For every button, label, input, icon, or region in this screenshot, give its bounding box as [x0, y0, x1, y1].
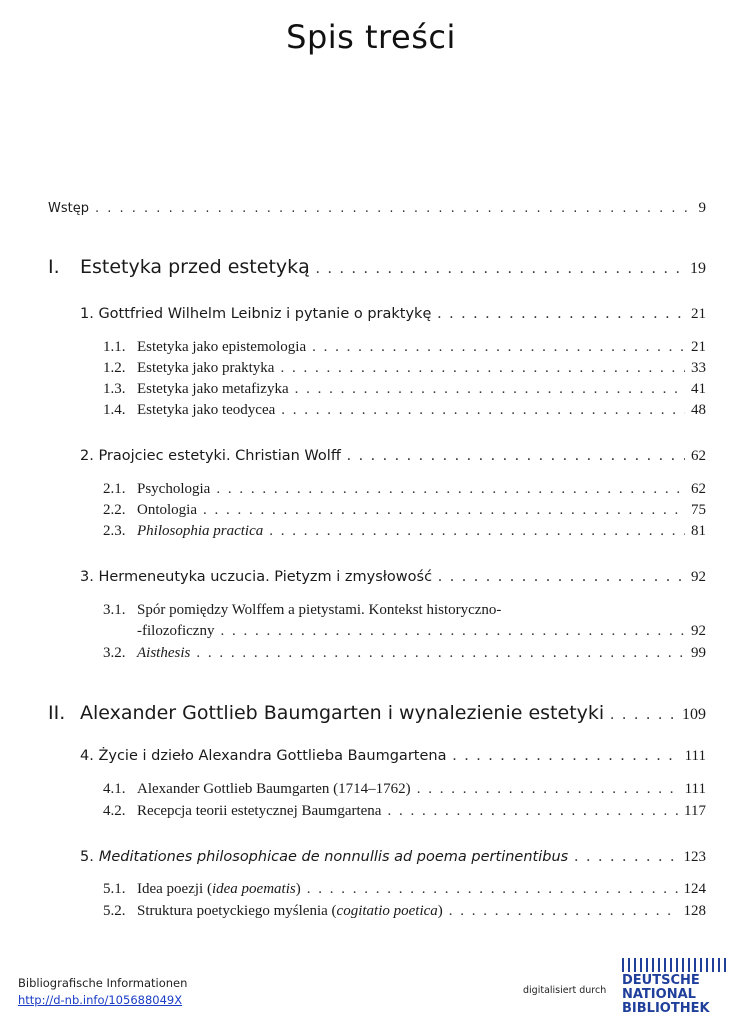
- toc-part-label: Alexander Gottlieb Baumgarten i wynalezienie estetyki: [80, 702, 605, 724]
- leader-dots: [610, 706, 676, 724]
- toc-chapter-label: Meditationes philosophicae de nonnullis ad poema pertinentibus: [98, 849, 569, 865]
- toc-section-3-1-line1: [103, 602, 501, 619]
- toc-section-label: Spór pomiędzy Wolffem a pietystami. Kontekst historyczno-: [137, 602, 502, 618]
- toc-page-number: 111: [684, 748, 706, 764]
- logo-line-3: BIBLIOTHEK: [622, 1001, 710, 1016]
- leader-dots: [387, 803, 678, 820]
- toc-section-3-1-line2: [137, 623, 706, 640]
- toc-page-number: 99: [691, 645, 706, 661]
- toc-chapter-3: [80, 568, 706, 586]
- leader-dots: [281, 402, 685, 419]
- toc-chapter-label: 3. Hermeneutyka uczucia. Pietyzm i zmysłowość: [80, 569, 433, 585]
- leader-dots: [307, 881, 678, 898]
- logo-bars: [622, 958, 726, 972]
- leader-dots: [452, 747, 678, 765]
- toc-section-label: Ontologia: [137, 502, 197, 518]
- toc-chapter-label: 2. Praojciec estetyki. Christian Wolff: [80, 448, 341, 464]
- toc-section-number: 2.3.: [103, 523, 126, 539]
- toc-section-label: Estetyka jako teodycea: [137, 402, 276, 418]
- toc-page-number: 117: [684, 803, 706, 819]
- toc-part-label: Estetyka przed estetyką: [80, 256, 310, 278]
- leader-dots: [203, 502, 685, 519]
- dnb-logo: [620, 958, 732, 1018]
- toc-section-4-1: [103, 781, 706, 798]
- toc-page-number: 21: [691, 339, 706, 355]
- leader-dots: [280, 360, 685, 377]
- toc-section-2-1: [103, 481, 706, 498]
- toc-page-number: 48: [691, 402, 706, 418]
- leader-dots: [574, 848, 677, 866]
- bibliographic-info: [18, 975, 187, 1009]
- toc-page-number: 128: [683, 903, 706, 919]
- leader-dots: [95, 201, 693, 216]
- toc-entry-intro: [48, 200, 706, 217]
- toc-page-number: 124: [683, 881, 706, 897]
- toc-section-1-2: [103, 360, 706, 377]
- toc-page-number: 111: [684, 781, 706, 797]
- leader-dots: [295, 381, 685, 398]
- toc-section-4-2: [103, 803, 706, 820]
- leader-dots: [216, 481, 685, 498]
- toc-part-number: II.: [48, 702, 66, 724]
- toc-chapter-2: [80, 447, 706, 465]
- leader-dots: [220, 623, 685, 640]
- toc-section-label: Idea poezji (idea poematis): [137, 881, 301, 897]
- leader-dots: [196, 645, 685, 662]
- toc-page-number: 81: [691, 523, 706, 539]
- leader-dots: [316, 260, 684, 278]
- leader-dots: [437, 305, 685, 323]
- toc-section-3-2: [103, 645, 706, 662]
- toc-section-label: Estetyka jako epistemologia: [137, 339, 307, 355]
- toc-part-1: [48, 256, 706, 278]
- toc-page-number: 92: [691, 623, 706, 639]
- toc-section-number: 2.2.: [103, 502, 126, 518]
- toc-section-number: 3.2.: [103, 645, 126, 661]
- leader-dots: [312, 339, 685, 356]
- toc-part-2: [48, 702, 706, 724]
- toc-section-label: Recepcja teorii estetycznej Baumgartena: [137, 803, 382, 819]
- toc-section-number: 5.2.: [103, 903, 126, 919]
- toc-section-label: Struktura poetyckiego myślenia (cogitatio poetica): [137, 903, 443, 919]
- leader-dots: [417, 781, 679, 798]
- toc-section-label: Estetyka jako praktyka: [137, 360, 275, 376]
- toc-section-label: Philosophia practica: [137, 523, 264, 539]
- toc-chapter-number: 5.: [80, 849, 94, 865]
- toc-section-label: Alexander Gottlieb Baumgarten (1714–1762): [137, 781, 411, 797]
- toc-section-1-1: [103, 339, 706, 356]
- toc-section-number: 1.3.: [103, 381, 126, 397]
- toc-section-5-2: [103, 903, 706, 920]
- toc-section-label: Aisthesis: [137, 645, 191, 661]
- toc-chapter-label: 1. Gottfried Wilhelm Leibniz i pytanie o praktykę: [80, 306, 432, 322]
- toc-chapter-label: 4. Życie i dzieło Alexandra Gottlieba Baumgartena: [80, 748, 447, 764]
- toc-section-number: 3.1.: [103, 602, 126, 618]
- logo-line-2: NATIONAL: [622, 987, 696, 1002]
- leader-dots: [449, 903, 678, 920]
- toc-section-number: 1.2.: [103, 360, 126, 376]
- toc-entry-label: Wstęp: [48, 201, 89, 216]
- toc-page-number: 109: [682, 706, 706, 723]
- toc-section-2-3: [103, 523, 706, 540]
- toc-page-number: 9: [698, 200, 706, 216]
- toc-chapter-5: [80, 848, 706, 866]
- leader-dots: [269, 523, 685, 540]
- leader-dots: [347, 447, 685, 465]
- toc-section-5-1: [103, 881, 706, 898]
- toc-section-1-4: [103, 402, 706, 419]
- toc-page-number: 62: [691, 448, 706, 464]
- toc-page-number: 41: [691, 381, 706, 397]
- toc-section-label: Psychologia: [137, 481, 211, 497]
- toc-section-number: 2.1.: [103, 481, 126, 497]
- toc-section-number: 4.1.: [103, 781, 126, 797]
- bibliographic-info-label: Bibliografische Informationen: [18, 976, 188, 990]
- page-title: Spis treści: [286, 18, 456, 56]
- logo-line-1: DEUTSCHE: [622, 973, 700, 988]
- toc-section-number: 1.1.: [103, 339, 126, 355]
- toc-section-label-cont: -filozoficzny: [137, 623, 215, 639]
- toc-section-1-3: [103, 381, 706, 398]
- leader-dots: [438, 568, 685, 586]
- toc-section-number: 5.1.: [103, 881, 126, 897]
- toc-chapter-4: [80, 747, 706, 765]
- toc-part-number: I.: [48, 256, 60, 278]
- toc-page-number: 21: [691, 306, 706, 322]
- toc-chapter-1: [80, 305, 706, 323]
- toc-section-number: 4.2.: [103, 803, 126, 819]
- bibliographic-info-link[interactable]: http://d-nb.info/105688049X: [18, 993, 183, 1007]
- digitized-by-label: digitalisiert durch: [523, 985, 607, 996]
- toc-page-number: 33: [691, 360, 706, 376]
- toc-page-number: 75: [691, 502, 706, 518]
- toc-section-2-2: [103, 502, 706, 519]
- toc-page-number: 62: [691, 481, 706, 497]
- toc-page-number: 92: [691, 569, 706, 585]
- toc-section-number: 1.4.: [103, 402, 126, 418]
- toc-section-label: Estetyka jako metafizyka: [137, 381, 289, 397]
- toc-page-number: 19: [690, 260, 706, 277]
- toc-page-number: 123: [683, 849, 706, 865]
